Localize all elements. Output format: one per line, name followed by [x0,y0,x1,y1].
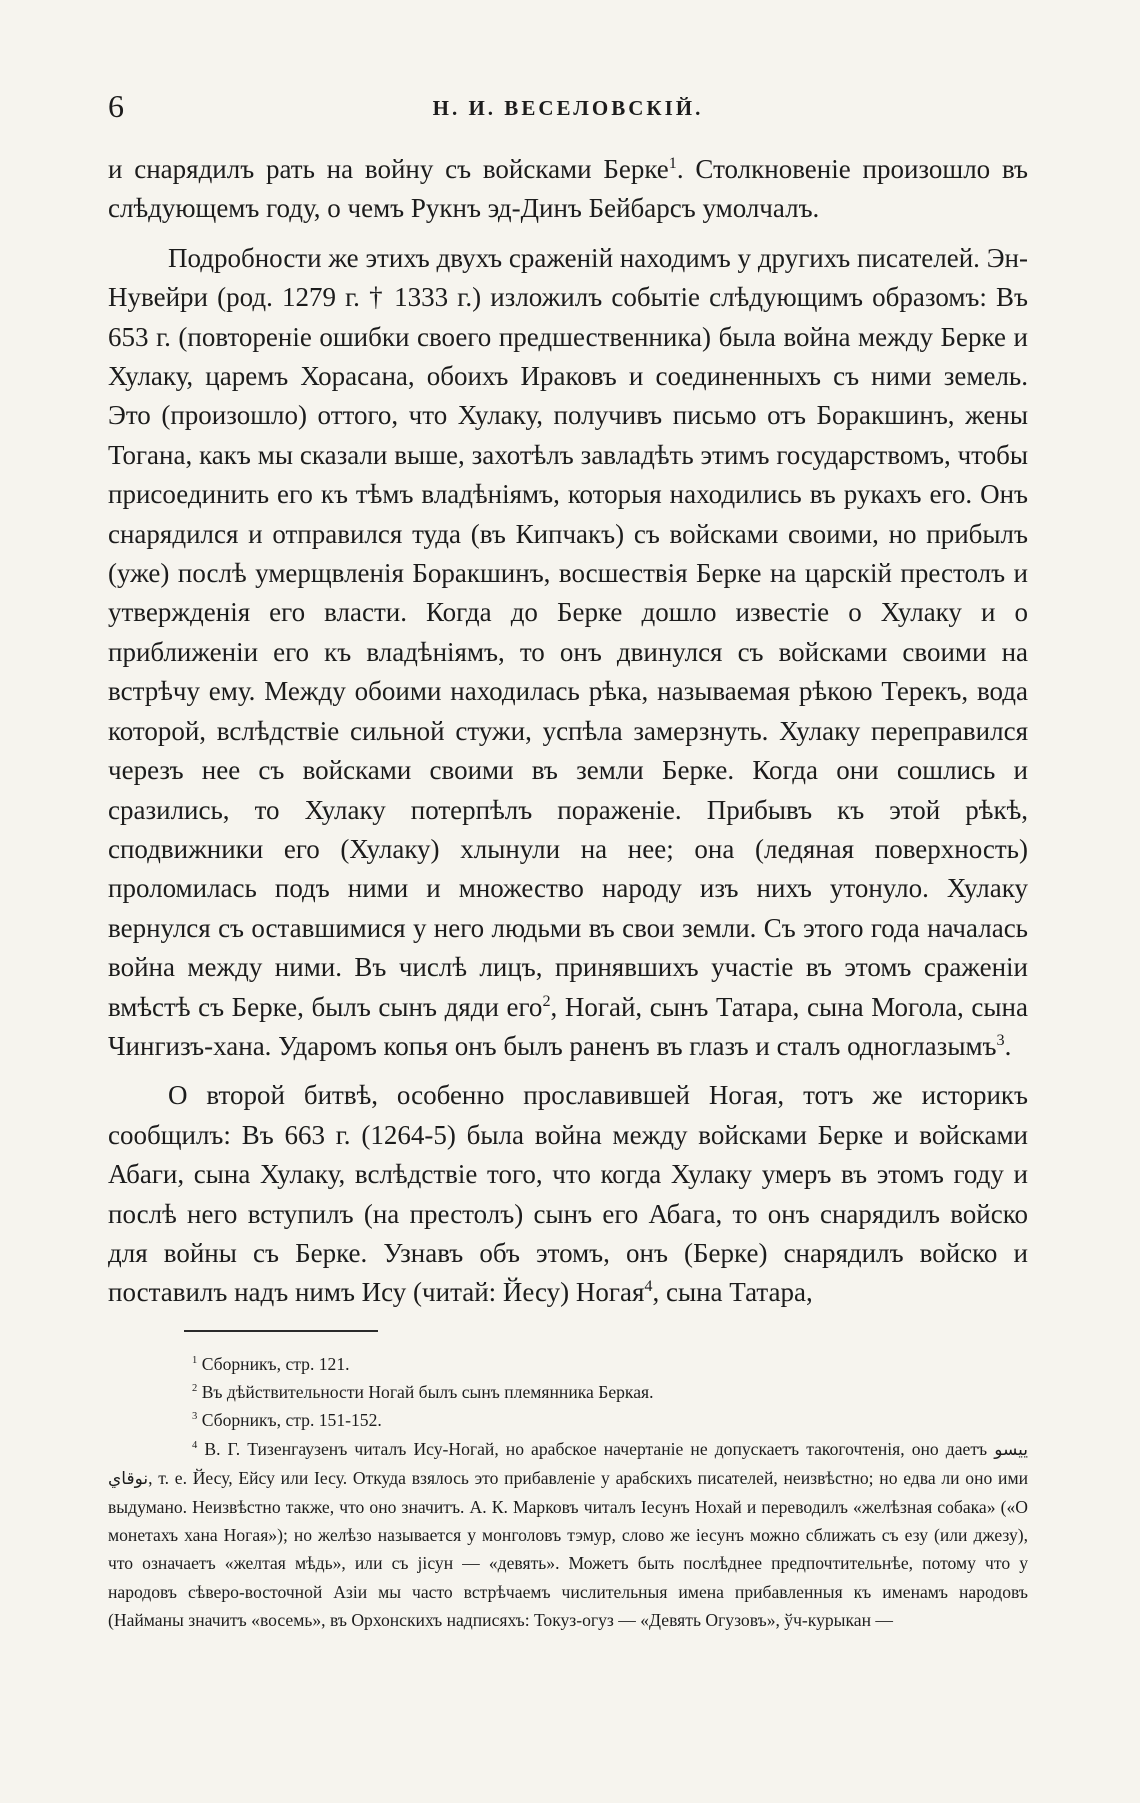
footnote-separator [184,1330,378,1332]
main-text [108,150,1028,1313]
footnote-ref-3: 3 [996,1030,1005,1049]
arabic-inscription: ييسو نوقاي [108,1439,1028,1489]
footnote-3: $^3$ Сборникъ, стр. 151-152. [192,1410,382,1431]
footnote-ref-1: 1 [668,154,677,172]
paragraph-2: Подробности же этихъ двухъ сраженій находимъ у другихъ писателей. Эн-Нувейри (род. 1279 г. † 1333 г.) изложилъ событіе слѣдующимъ образомъ: Въ 653 г. (повтореніе ошибки своего предшественника) была война между Берке и Хулаку, царемъ Хорасана, обоихъ Ираковъ и соединенныхъ съ ними земель. Это (произошло) оттого, что Хулаку, получивъ письмо отъ Боракшинъ, жены Тогана, какъ мы сказали выше, захотѣлъ завладѣть этимъ государствомъ, чтобы присоединить его къ тѣмъ владѣніямъ, которыя находились въ рукахъ его. Онъ снарядился и отправился туда (въ Кипчакъ) съ войсками своими, но прибылъ (уже) послѣ умерщвленія Боракшинъ, восшествія Берке на царскій престолъ и утвержденія его власти. Когда до Берке дошло известіе о Хулаку и о приближеніи его къ владѣніямъ, то онъ двинулся съ войсками своими на встрѣчу ему. Между обоими находилась рѣка, называемая рѣкою Терекъ, вода которой, вслѣдствіе сильной стужи, успѣла замерзнуть. Хулаку переправился черезъ нее съ войсками своими въ земли Берке. Когда они сошлись и сразились, то Хулаку потерпѣлъ пораженіе. Прибывъ къ этой рѣкѣ, сподвижники его (Хулаку) хлынули на нее; она (ледяная поверхность) проломилась подъ ними и множество народу изъ нихъ утонуло. Хулаку вернулся съ оставшимися у него людьми въ свои земли. Съ этого года началась война между ними. Въ числѣ лицъ, принявшихъ участіе въ этомъ сраженіи вмѣстѣ съ Берке, былъ сынъ дяди его$^2$, Ногай, сынъ Татара, сына Могола, сына Чингизъ-хана. Ударомъ копья онъ былъ раненъ въ глазъ и сталъ одноглазымъ$^3$. [108,242,1028,1061]
footnote-ref-2: 2 [542,991,551,1010]
paragraph-3: О второй битвѣ, особенно прославившей Ногая, тотъ же историкъ сообщилъ: Въ 663 г. (1264-5) была война между войсками Берке и войсками Абаги, сына Хулаку, вслѣдствіе того, что когда Хулаку умеръ въ этомъ году и послѣ него вступилъ (на престолъ) сынъ его Абага, то онъ снарядилъ войско для войны съ Берке. Узнавъ объ этомъ, онъ (Берке) снарядилъ войско и поставилъ надъ нимъ Ису (читай: Йесу) Ногая$^4$, сына Татара, [108,1080,1028,1308]
page-header [108,88,1028,128]
footnote-4: $^4$ В. Г. Тизенгаузенъ читалъ Ису-Ногай, но арабское начертаніе не допускаетъ такогочтенія, оно даетъ ييسو نوقاي, т. е. Йесу, Ейсу или Іесу. Откуда взялось это прибавленіе у арабскихъ писателей, неизвѣстно; но едва ли оно ими выдумано. Неизвѣстно также, что оно значитъ. А. К. Марковъ читалъ Іесунъ Нохай и переводилъ «желѣзная собака» («О монетахъ хана Ногая»); но желѣзо называется у монголовъ тэмур, слово же іесунъ можно сближать съ езу (или джезу), что означаетъ «желтая мѣдь», или съ jiсун — «девять». Можетъ быть послѣднее предпочтительнѣе, потому что у народовъ сѣверо-восточной Азіи мы часто встрѣчаемъ числительныя имена прибавленныя къ именамъ народовъ (Найманы значитъ «восемь», въ Орхонскихъ надписяхъ: Токуз-огуз — «Девять Огузовъ», ўч-курыкан — [108,1438,1028,1630]
footnote-1: $^1$ Сборникъ, стр. 121. [192,1354,350,1374]
running-head: Н. И. ВЕСЕЛОВСКІЙ. [432,96,704,120]
paragraph-1: и снарядилъ рать на войну съ войсками Берке$^1$. Столкновеніе произошло въ слѣдующемъ году, о чемъ Рукнъ эд-Динъ Бейбарсъ умолчалъ. [108,154,1028,224]
footnotes [108,1350,1028,1634]
page-number: 6 [108,88,124,124]
footnote-2: $^2$ Въ дѣйствительности Ногай былъ сынъ племянника Беркая. [192,1382,654,1403]
footnote-ref-4: 4 [644,1277,653,1296]
